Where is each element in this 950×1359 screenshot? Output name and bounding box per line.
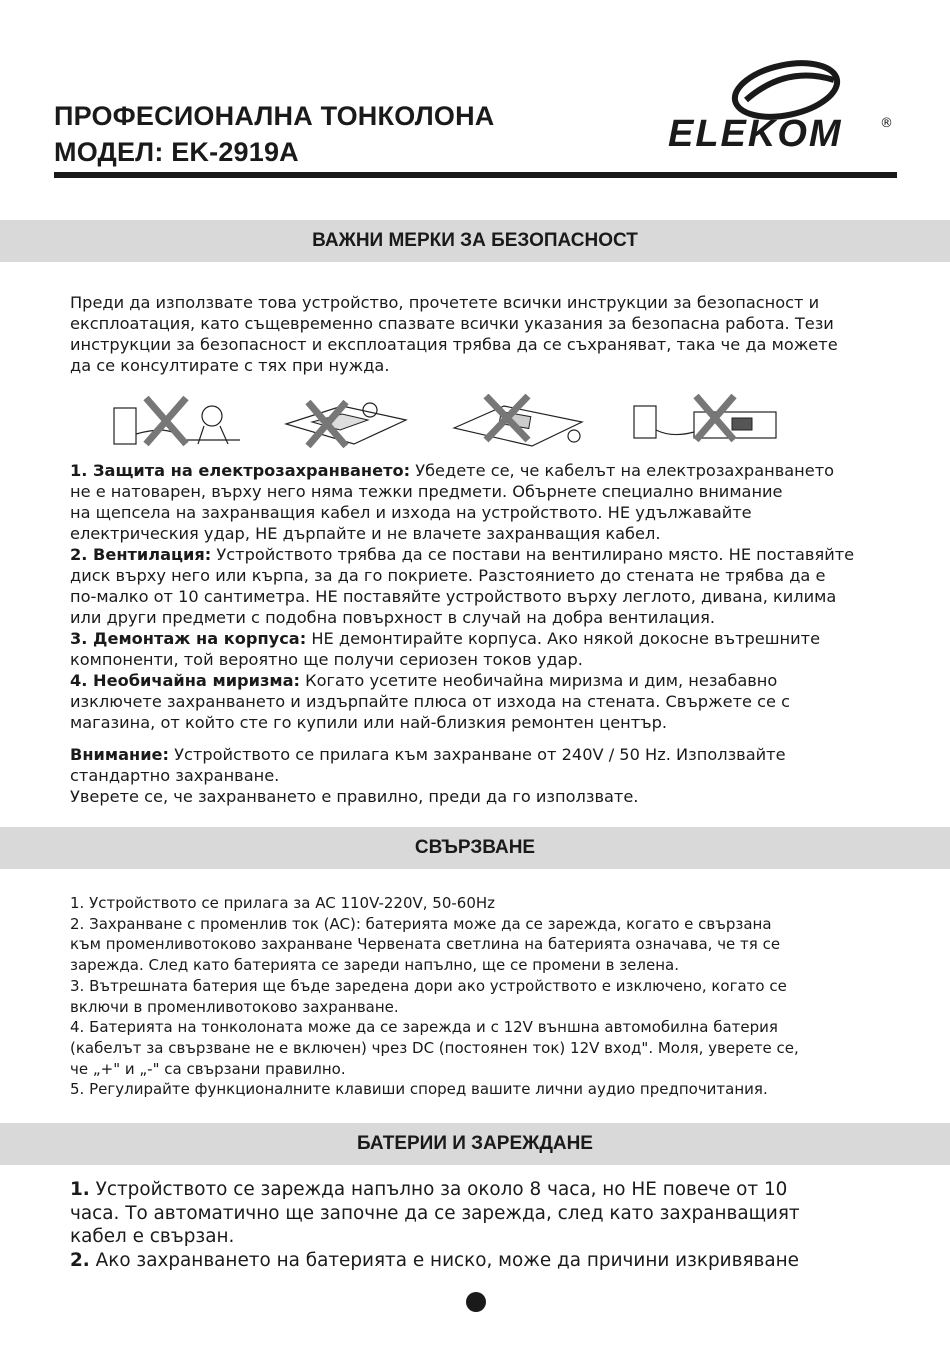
safety-item-line: компоненти, той вероятно ще получи сериозен токов удар. (70, 650, 583, 669)
connect-line: зарежда. След като батерията се зареди напълно, ще се промени в зелена. (70, 956, 679, 975)
battery-line: 1. Устройството се зарежда напълно за около 8 часа, но НЕ повече от 10 (70, 1179, 788, 1200)
safety-heading: ВАЖНИ МЕРКИ ЗА БЕЗОПАСНОСТ (0, 220, 950, 262)
intro-line: да се консултирате с тях при нужда. (70, 356, 390, 375)
header-divider (54, 172, 897, 178)
no-bed-placement-illustration (452, 394, 587, 450)
warning-block (70, 744, 910, 807)
safety-items (70, 460, 910, 733)
connect-line: 3. Вътрешната батерия ще бъде заредена дори ако устройството е изключено, когато се (70, 976, 787, 995)
warning-line: Внимание: Устройството се прилага към захранване от 240V / 50 Hz. Използвайте (70, 745, 786, 764)
safety-item-line: магазина, от който сте го купили или най-близкия ремонтен център. (70, 713, 668, 732)
connect-line: 1. Устройството се прилага за AC 110V-220V, 50-60Hz (70, 894, 496, 912)
brand-name: ELEKOM (668, 113, 843, 155)
connect-list (70, 893, 910, 1100)
safety-item-line: 4. Необичайна миризма: Когато усетите необичайна миризма и дим, незабавно (70, 671, 778, 690)
warning-line: стандартно захранване. (70, 766, 280, 785)
battery-heading: БАТЕРИИ И ЗАРЕЖДАНЕ (0, 1123, 950, 1165)
battery-text (70, 1178, 910, 1272)
safety-item-line: изключете захранването и издърпайте плюса от изхода на стената. Свържете се с (70, 692, 791, 711)
warning-line: Уверете се, че захранването е правилно, преди да го използвате. (70, 787, 639, 806)
registered-mark: ® (880, 116, 893, 131)
connect-line: включи в променливотоково захранване. (70, 997, 399, 1016)
elekom-logo (668, 60, 898, 155)
battery-line: часа. То автоматично ще започне да се зарежда, след като захранващият (70, 1202, 800, 1224)
model-title: МОДЕЛ: EK-2919A (54, 137, 299, 167)
connect-line: 2. Захранване с променлив ток (AC): батерията може да се зарежда, когато е свързана (70, 914, 772, 933)
connect-line: 4. Батерията на тонколоната може да се зарежда и с 12V външна автомобилна батерия (70, 1018, 778, 1037)
document-title (54, 98, 494, 170)
product-title: ПРОФЕСИОНАЛНА ТОНКОЛОНА (54, 101, 495, 131)
connect-line: (кабелът за свързване не е включен) чрез DC (постоянен ток) 12V вход". Моля, уверете се, (70, 1038, 799, 1057)
logo-swoosh-icon (726, 60, 846, 120)
battery-line: 2. Ако захранването на батерията е ниско, може да причини изкривяване (70, 1249, 799, 1271)
connect-line: че „+" и „-" са свързани правилно. (70, 1059, 346, 1078)
safety-intro (70, 292, 910, 376)
intro-line: експлоатация, като същевременно спазвате всички указания за безопасна работа. Тези (70, 314, 834, 333)
connect-line: 5. Регулирайте функционалните клавиши според вашите лични аудио предпочитания. (70, 1080, 768, 1099)
no-cover-illustration (282, 394, 412, 450)
safety-item-line: или други предмети с подобна повърхност в случай на добра вентилация. (70, 608, 716, 627)
safety-item-line: по-малко от 10 сантиметра. НЕ поставяйте устройството върху леглото, дивана, килима (70, 587, 837, 606)
safety-item-line: диск върху него или кърпа, за да го покриете. Разстоянието до стената не трябва да е (70, 566, 826, 585)
connect-heading: СВЪРЗВАНЕ (0, 827, 950, 869)
no-overload-cable-illustration (112, 394, 242, 450)
intro-line: Преди да използвате това устройство, прочетете всички инструкции за безопасност и (70, 293, 820, 312)
intro-line: инструкции за безопасност и експлоатация трябва да се съхраняват, така че да можете (70, 335, 838, 354)
safety-item-line: не е натоварен, върху него няма тежки предмети. Обърнете специално внимание (70, 482, 783, 501)
page-marker-dot (466, 1292, 486, 1312)
connect-line: към променливотоково захранване Червената светлина на батерията означава, че тя се (70, 935, 781, 954)
safety-item-line: електрическия удар, НЕ дърпайте и не влачете захранващия кабел. (70, 524, 661, 543)
no-disassembly-illustration (632, 394, 780, 450)
safety-item-line: на щепсела на захранващия кабел и изхода на устройството. НЕ удължавайте (70, 503, 752, 522)
safety-item-line: 2. Вентилация: Устройството трябва да се постави на вентилирано място. НЕ поставяйте (70, 545, 855, 564)
safety-item-line: 1. Защита на електрозахранването: Убедете се, че кабелът на електрозахранването (70, 461, 835, 480)
safety-item-line: 3. Демонтаж на корпуса: НЕ демонтирайте корпуса. Ако някой докосне вътрешните (70, 629, 821, 648)
battery-line: кабел е свързан. (70, 1226, 235, 1247)
